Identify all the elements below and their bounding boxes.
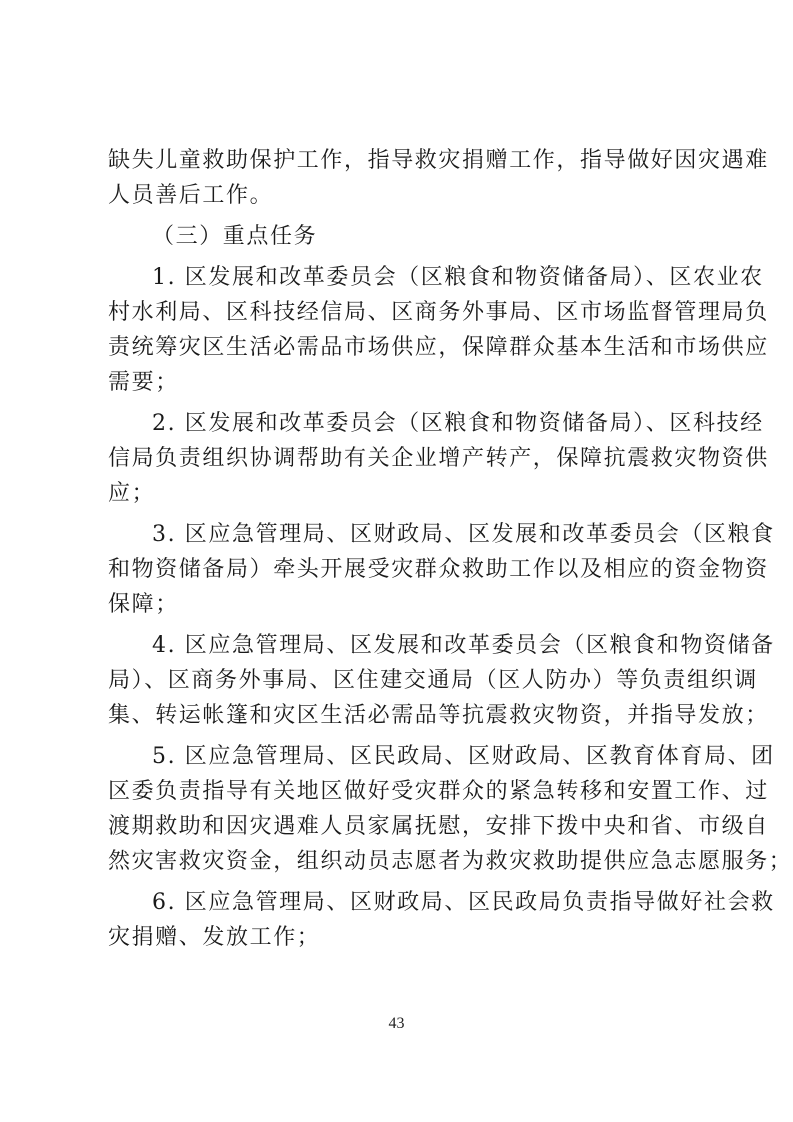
text-line: 保障； bbox=[108, 592, 179, 617]
list-item-1-line-1: 1. 区发展和改革委员会（区粮食和物资储备局）、区农业农 bbox=[152, 265, 764, 290]
text-line: 责统筹灾区生活必需品市场供应，保障群众基本生活和市场供应 bbox=[108, 335, 769, 360]
list-item-3-line-1: 3. 区应急管理局、区财政局、区发展和改革委员会（区粮食 bbox=[152, 522, 775, 547]
text-line: 集、转运帐篷和灾区生活必需品等抗震救灾物资，并指导发放； bbox=[108, 703, 769, 728]
body-text bbox=[108, 143, 793, 955]
text-line: 区委负责指导有关地区做好受灾群众的紧急转移和安置工作、过 bbox=[108, 779, 769, 804]
text-line: 人员善后工作。 bbox=[108, 183, 274, 208]
text-line: 局）、区商务外事局、区住建交通局（区人防办）等负责组织调 bbox=[108, 668, 758, 693]
text-line: 信局负责组织协调帮助有关企业增产转产，保障抗震救灾物资供 bbox=[108, 446, 769, 471]
list-item-5-line-1: 5. 区应急管理局、区民政局、区财政局、区教育体育局、团 bbox=[152, 744, 775, 769]
text-line: 村水利局、区科技经信局、区商务外事局、区市场监督管理局负 bbox=[108, 300, 769, 325]
section-heading: （三）重点任务 bbox=[152, 224, 318, 249]
text-line: 应； bbox=[108, 481, 156, 506]
text-line: 灾捐赠、发放工作； bbox=[108, 925, 321, 950]
text-line: 渡期救助和因灾遇难人员家属抚慰，安排下拨中央和省、市级自 bbox=[108, 814, 769, 839]
text-line: 缺失儿童救助保护工作，指导救灾捐赠工作，指导做好因灾遇难 bbox=[108, 148, 769, 173]
list-item-2-line-1: 2. 区发展和改革委员会（区粮食和物资储备局）、区科技经 bbox=[152, 411, 764, 436]
text-line: 需要； bbox=[108, 370, 179, 395]
list-item-6-line-1: 6. 区应急管理局、区财政局、区民政局负责指导做好社会救 bbox=[152, 890, 775, 915]
list-item-4-line-1: 4. 区应急管理局、区发展和改革委员会（区粮食和物资储备 bbox=[152, 633, 775, 658]
text-line: 然灾害救灾资金，组织动员志愿者为救灾救助提供应急志愿服务； bbox=[108, 849, 793, 874]
page-number: 43 bbox=[388, 1015, 405, 1032]
text-line: 和物资储备局）牵头开展受灾群众救助工作以及相应的资金物资 bbox=[108, 557, 769, 582]
